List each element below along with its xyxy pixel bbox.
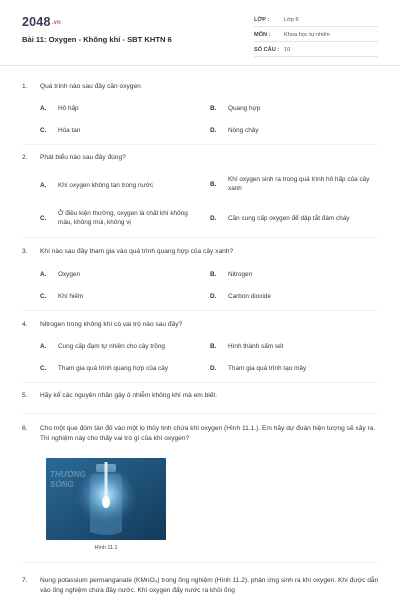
question-number: 3. xyxy=(22,248,28,255)
logo-suffix: .vn xyxy=(51,20,61,26)
option-text: Khí oxygen sinh ra trong quá trình hô hấp của cây xanh xyxy=(228,176,370,192)
option-letter: A. xyxy=(40,271,47,278)
option-letter: D. xyxy=(210,293,217,300)
option-letter: C. xyxy=(40,127,47,134)
meta-key: LỚP : xyxy=(254,17,270,23)
meta-value: Khoa học tự nhiên xyxy=(284,32,330,38)
option-letter: C. xyxy=(40,293,47,300)
question-text: Phát biểu nào sau đây đúng? xyxy=(40,154,126,161)
question-number: 4. xyxy=(22,321,28,328)
question-text: Khí nào sau đây tham gia vào quá trình quang hợp của cây xanh? xyxy=(40,248,234,255)
option-text: Nitrogen xyxy=(228,271,253,278)
question-text: Nung potassium permanganate (KMnO₄) trong ống nghiệm (Hình 11.2), phản ứng sinh ra khí oxygen. Khí được dẫn vào ống nghiệm chứa đầy nước. Khí oxygen đẩy nước ra khỏi ống xyxy=(40,577,379,594)
image-watermark: THƯỜNG SÓNG xyxy=(50,470,86,489)
figure-caption: Hình 11.1 xyxy=(94,545,118,551)
option-letter: A. xyxy=(40,343,47,350)
meta-value: Lớp 6 xyxy=(284,17,299,23)
divider xyxy=(22,144,378,145)
option-letter: A. xyxy=(40,105,47,112)
figure-image xyxy=(46,458,166,540)
meta-key: SỐ CÂU : xyxy=(254,47,280,53)
question-number: 2. xyxy=(22,154,28,161)
option-letter: C. xyxy=(40,365,47,372)
meta-class-row xyxy=(254,14,378,27)
meta-count-row xyxy=(254,44,378,57)
meta-value: 10 xyxy=(284,47,291,53)
option-text: Carbon dioxide xyxy=(228,293,271,300)
option-letter: B. xyxy=(210,343,217,350)
meta-subject-row xyxy=(254,29,378,42)
option-text: Hòa tan xyxy=(58,127,81,134)
option-text: Tham gia quá trình tạo mây xyxy=(228,365,307,372)
option-text: Khí oxygen không tan trong nước xyxy=(58,182,154,189)
divider xyxy=(22,237,378,238)
question-text: Nitrogen trong không khí có vai trò nào sau đây? xyxy=(40,321,183,328)
option-text: Cung cấp đạm tự nhiên cho cây trồng xyxy=(58,343,165,350)
option-letter: D. xyxy=(210,215,217,222)
question-number: 6. xyxy=(22,425,28,432)
option-letter: B. xyxy=(210,181,217,188)
question-text: Hãy kể các nguyên nhân gây ô nhiễm không khí mà em biết. xyxy=(40,392,218,399)
option-letter: B. xyxy=(210,271,217,278)
divider xyxy=(22,382,378,383)
option-text: Quang hợp xyxy=(228,105,261,112)
option-text: Hình thành sấm sét xyxy=(228,343,284,350)
option-text: Oxygen xyxy=(58,271,81,278)
question-number: 1. xyxy=(22,83,28,90)
question-text: Quá trình nào sau đây cần oxygen xyxy=(40,83,141,90)
option-text: Ở điều kiện thường, oxygen là chất khí không màu, không mùi, không vị xyxy=(58,210,188,226)
worksheet-header xyxy=(0,0,400,66)
question-number: 5. xyxy=(22,392,28,399)
option-letter: C. xyxy=(40,215,47,222)
divider xyxy=(22,413,378,414)
option-text: Nóng chảy xyxy=(228,127,259,134)
option-text: Cần cung cấp oxygen để dập tắt đám cháy xyxy=(228,215,350,222)
page-title: Bài 11: Oxygen - Không khí - SBT KHTN 6 xyxy=(22,35,172,44)
logo-text: 2048 xyxy=(22,15,51,29)
site-logo[interactable] xyxy=(22,15,61,29)
option-letter: A. xyxy=(40,182,47,189)
option-letter: B. xyxy=(210,105,217,112)
question-number: 7. xyxy=(22,577,28,584)
divider xyxy=(22,562,378,563)
option-text: Khí hiếm xyxy=(58,293,84,300)
option-text: Hô hấp xyxy=(58,105,79,112)
divider xyxy=(22,310,378,311)
question-text: Cho một que đóm tàn đỏ vào một lọ thủy tinh chứa khí oxygen (Hình 11.1.). Em hãy dự đoán hiện tượng sẽ xảy ra. Thí nghiệm này cho thấy vai trò gì của khí oxygen? xyxy=(40,425,376,442)
meta-key: MÔN : xyxy=(254,32,271,38)
option-letter: D. xyxy=(210,127,217,134)
option-text: Tham gia quá trình quang hợp của cây xyxy=(58,365,169,372)
option-letter: D. xyxy=(210,365,217,372)
